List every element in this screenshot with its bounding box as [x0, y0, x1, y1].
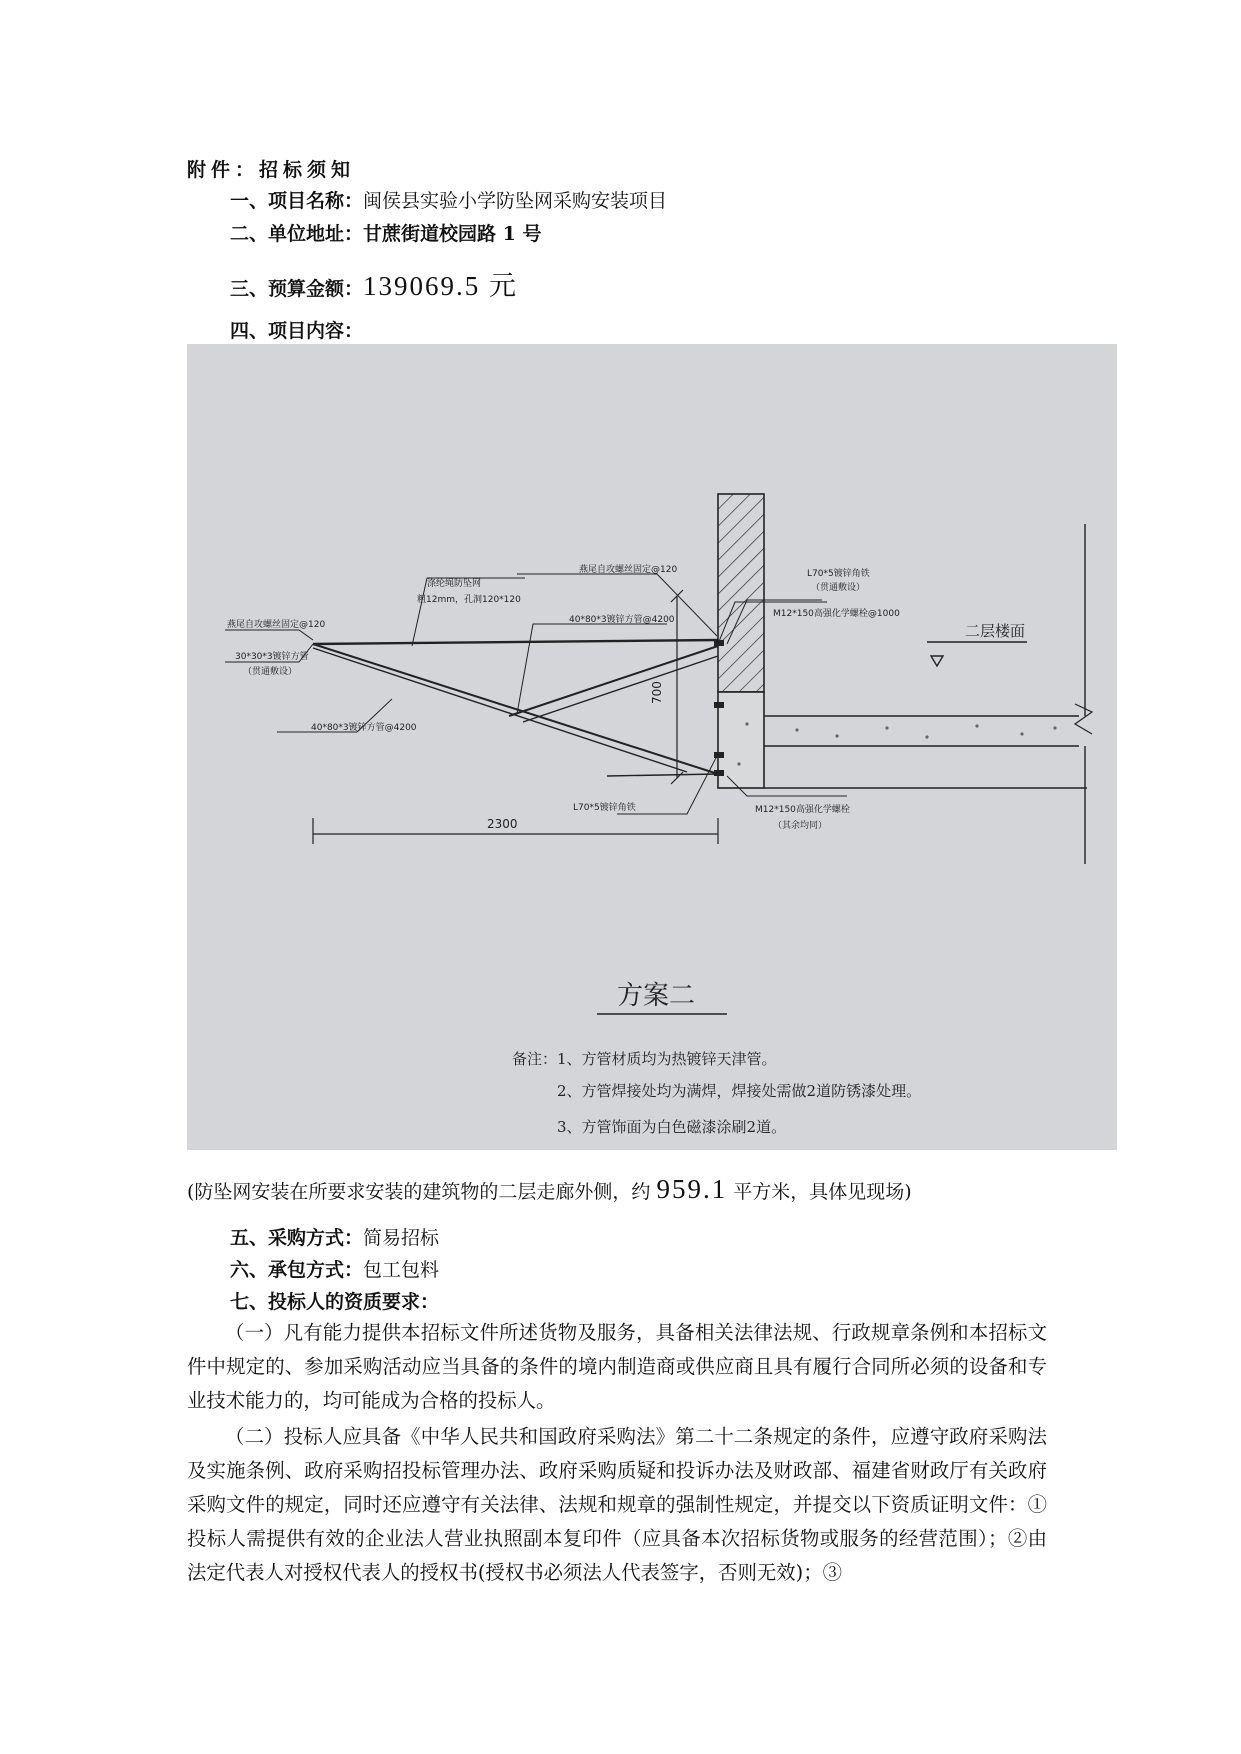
tube-40-bottom-label: 40*80*3镀锌方管@4200: [311, 723, 417, 733]
caption-area: 959.1: [656, 1174, 728, 1204]
item-label: 五、采购方式：: [230, 1227, 364, 1249]
tube-30-label: 30*30*3镀锌方管: [235, 652, 309, 662]
level-marker: [927, 642, 1027, 666]
floor-label: 二层楼面: [965, 622, 1026, 640]
beam: [718, 692, 764, 788]
tube-30-note: （贯通敷设）: [243, 667, 298, 677]
item-label: 四、项目内容：: [230, 320, 364, 342]
drawing-photo: [187, 344, 1117, 1150]
strut-lower: [313, 644, 718, 774]
bolt-bottom-note: （其余均同）: [773, 821, 828, 831]
item-value: 甘蔗街道校园路 1 号: [363, 223, 542, 245]
floor-slab: [764, 716, 1087, 788]
paragraph-1: （一）凡有能力提供本招标文件所述货物及服务，具备相关法律法规、行政规章条例和本招标文件中规定的、参加采购活动应当具备的条件的境内制造商或供应商且具有履行合同所必须的设备和专业技术能力的，均可能成为合格的投标人。: [187, 1321, 1047, 1412]
item-procurement-method: [230, 1223, 439, 1250]
item-address: [230, 219, 541, 246]
caption-text-before: (防坠网安装在所要求安装的建筑物的二层走廊外侧，约: [187, 1181, 651, 1203]
dim-2300-label: 2300: [487, 817, 518, 831]
item-value: 包工包料: [363, 1259, 440, 1281]
item-project-name: [230, 186, 667, 213]
paragraph-2: （二）投标人应具备《中华人民共和国政府采购法》第二十二条规定的条件，应遵守政府采购法及实施条例、政府采购招投标管理办法、政府采购质疑和投诉办法及财政部、福建省财政厅有关政府采购文件的规定，同时还应遵守有关法律、法规和规章的强制性规定，并提交以下资质证明文件：①投标人需提供有效的企业法人营业执照副本复印件（应具备本次招标货物或服务的经营范围）；②由法定代表人对授权代表人的授权书(授权书必须法人代表签字，否则无效)；③: [187, 1425, 1047, 1584]
tube-40-top-label: 40*80*3镀锌方管@4200: [569, 615, 675, 625]
construction-drawing: [187, 344, 1117, 1150]
net-label: 涤纶绳防坠网: [427, 579, 482, 589]
note-1: 备注：1、方管材质均为热镀锌天津管。: [512, 1050, 777, 1068]
caption-text-after: 平方米，具体见现场): [733, 1181, 912, 1203]
page-title: 附件：招标须知: [187, 159, 356, 181]
angle-top-note: （贯通敷设）: [811, 583, 866, 593]
item-label: 二、单位地址：: [230, 223, 364, 245]
item-contract-method: [230, 1255, 439, 1282]
wall-hatched: [718, 494, 764, 692]
scheme-title: 方案二: [617, 981, 696, 1011]
item-label: 一、项目名称：: [230, 190, 364, 212]
item-value: 简易招标: [363, 1227, 440, 1249]
angle-top-label: L70*5镀锌角铁: [807, 569, 870, 579]
screw-left-label: 燕尾自攻螺丝固定@120: [227, 620, 326, 630]
screw-top-label: 燕尾自攻螺丝固定@120: [579, 565, 678, 575]
budget-amount: 139069.5 元: [363, 271, 519, 301]
dim-700-label: 700: [650, 681, 664, 704]
angle-bottom-label: L70*5镀锌角铁: [573, 803, 636, 813]
net-spec-label: 粗12mm，孔洞120*120: [417, 595, 521, 605]
item-value: 闽侯县实验小学防坠网采购安装项目: [363, 190, 668, 212]
item-label: 七、投标人的资质要求：: [230, 1291, 440, 1313]
slab-aggregate: [737, 722, 1056, 765]
note-2: 2、方管焊接处均为满焊，焊接处需做2道防锈漆处理。: [557, 1082, 922, 1100]
item-label: 三、预算金额：: [230, 278, 364, 300]
note-3: 3、方管饰面为白色磁漆涂刷2道。: [557, 1118, 787, 1136]
item-qualifications: [230, 1287, 439, 1314]
item-content: [230, 316, 363, 343]
item-label: 六、承包方式：: [230, 1259, 364, 1281]
bolt-top-label: M12*150高强化学螺栓@1000: [773, 609, 900, 619]
figure-caption: [187, 1174, 912, 1205]
bolt-bottom-label: M12*150高强化学螺栓: [755, 805, 850, 815]
strut-upper: [509, 646, 718, 716]
item-budget: [230, 264, 518, 303]
net-top-line: [313, 640, 718, 644]
